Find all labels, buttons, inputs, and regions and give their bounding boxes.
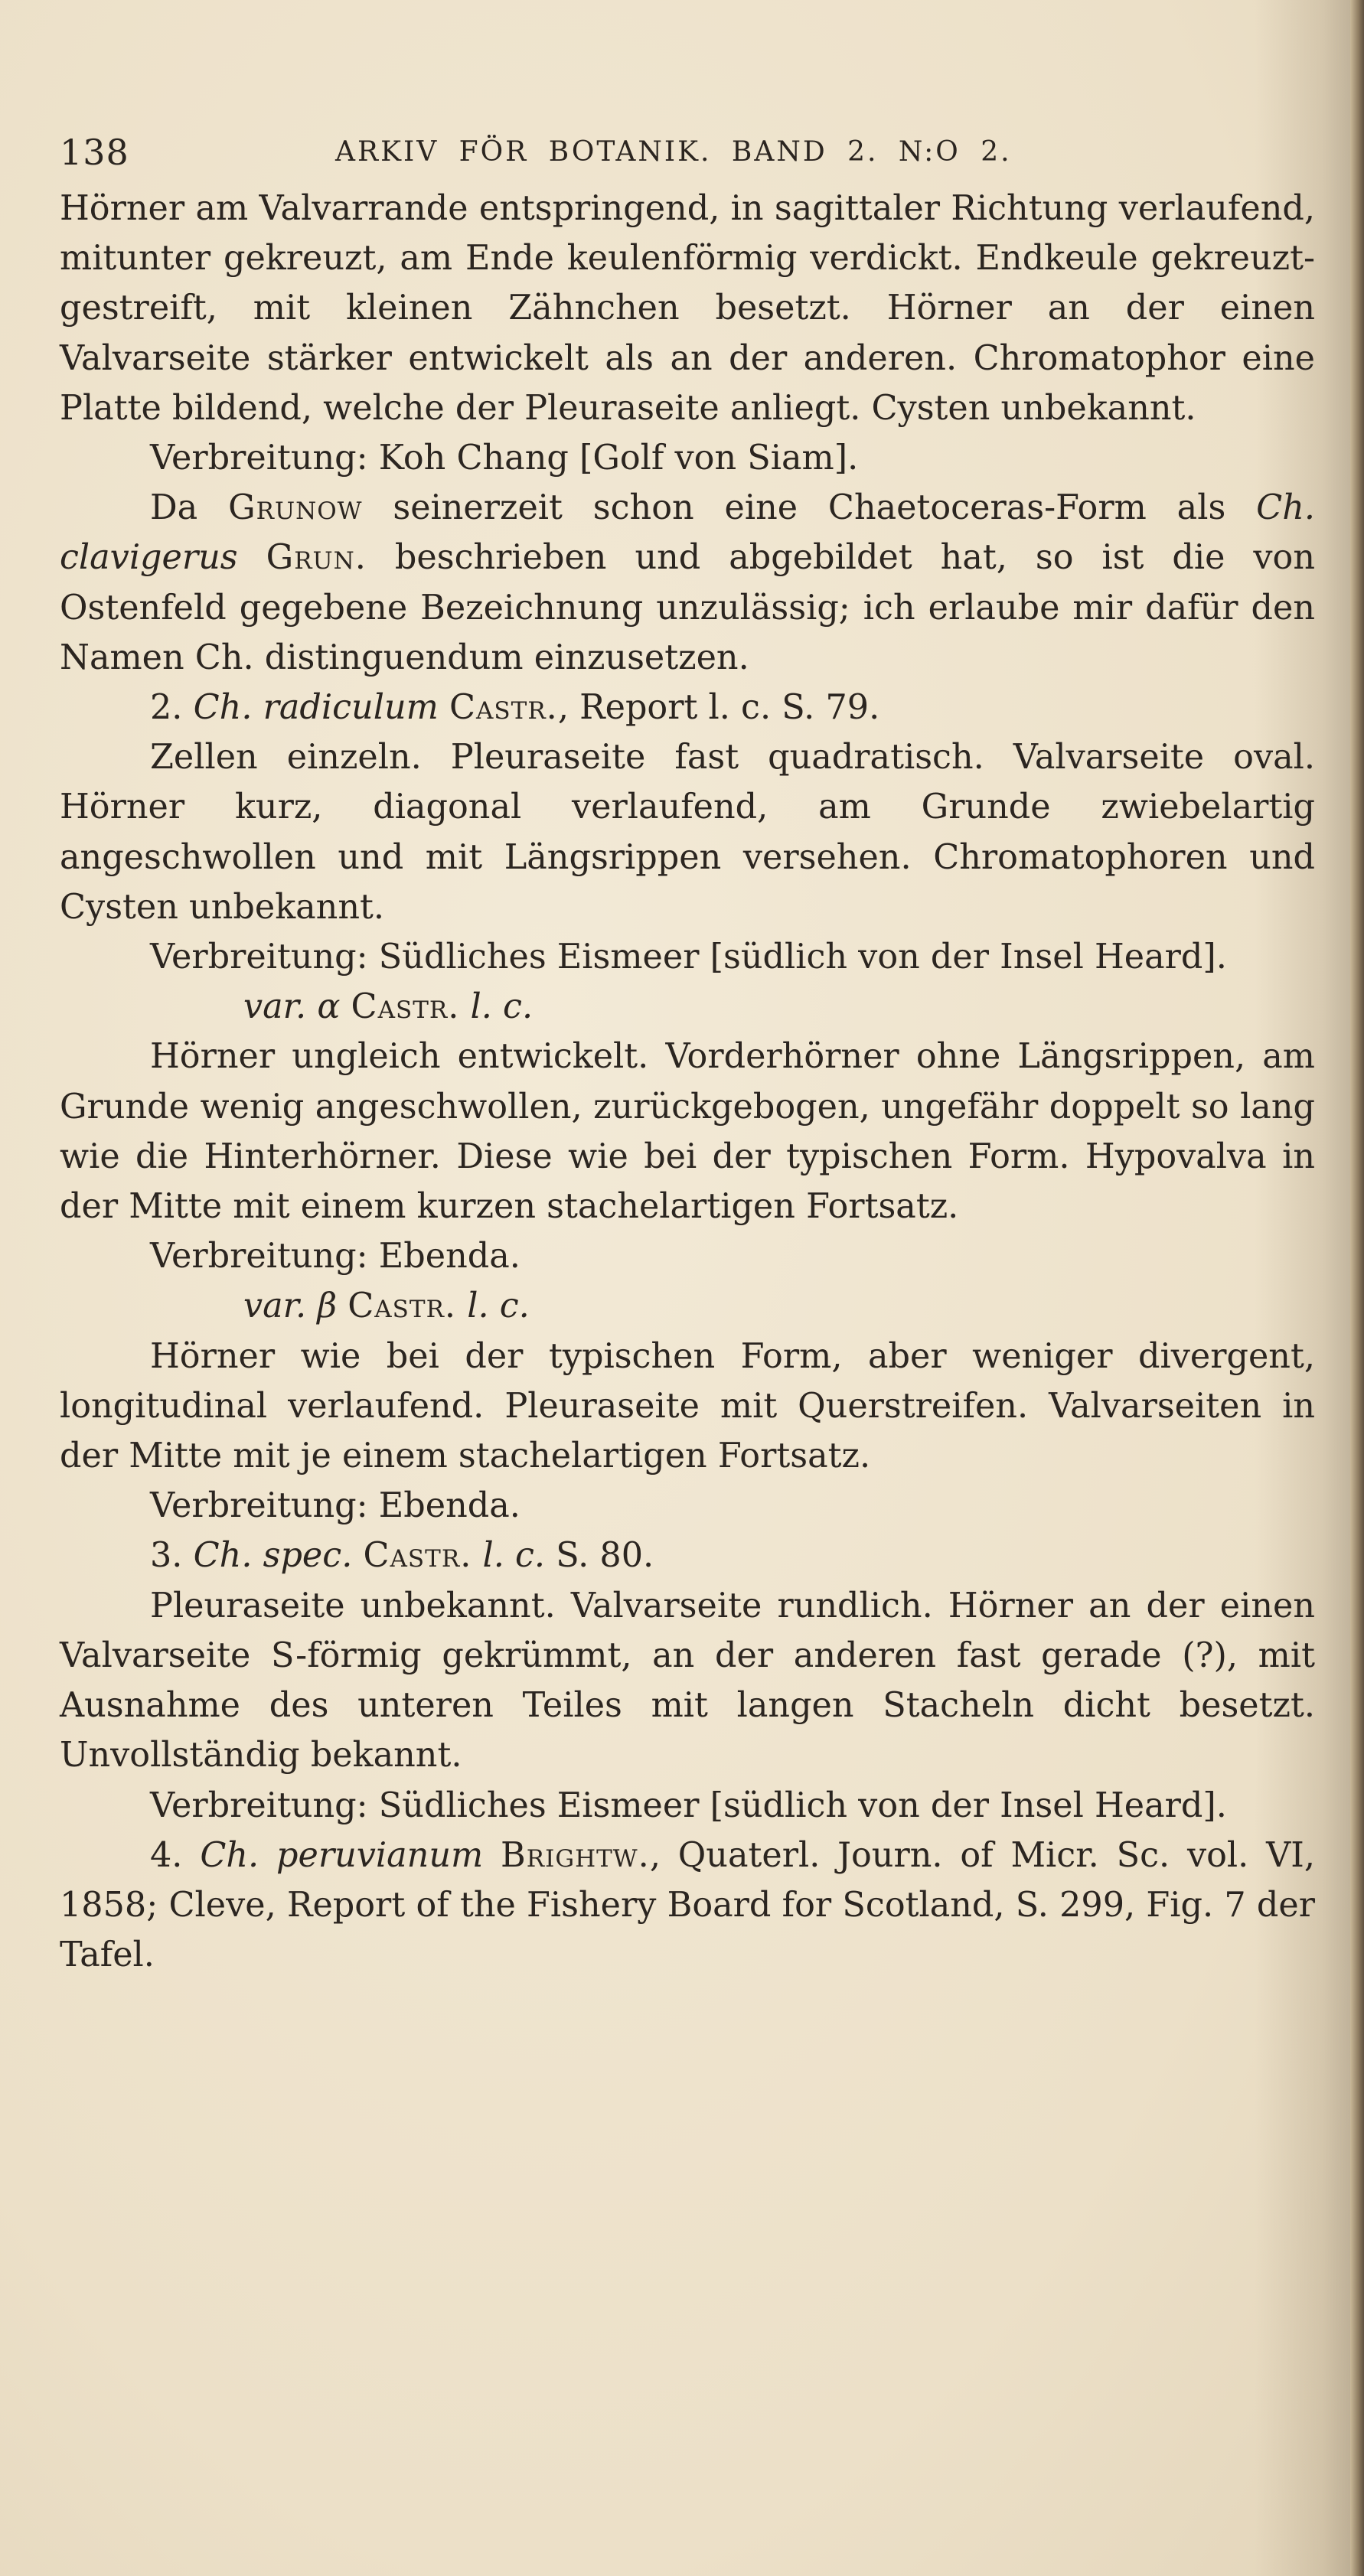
species-heading-2: 2. Ch. radiculum Castr., Report l. c. S. 79. — [150, 688, 880, 728]
author-grun: Grun. — [266, 538, 367, 578]
paragraph-distribution-4: Verbreitung: Ebenda. — [150, 1486, 520, 1526]
page-content — [60, 122, 1315, 1980]
species-ch-radiculum: Ch. radiculum — [193, 688, 439, 728]
paragraph-variety-beta: Hörner wie bei der typischen Form, aber weniger divergent, longitudinal verlaufend. Pleuraseite mit Querstreifen. Valvarseiten in der Mitte mit je einem stachelartigen Fortsatz. — [60, 1336, 1315, 1476]
variety-alpha-heading: var. α Castr. l. c. — [243, 987, 534, 1027]
author-castr: Castr. — [363, 1536, 472, 1576]
running-head: ARKIV FÖR BOTANIK. BAND 2. N:O 2. — [335, 136, 1012, 168]
species-ch-clavigerus: Ch. clavigerus — [60, 488, 1315, 578]
author-brightw: Brightw. — [501, 1835, 650, 1875]
paragraph-variety-alpha: Hörner ungleich entwickelt. Vorderhörner ohne Längsrippen, am Grunde wenig angeschwollen, zurückgebogen, ungefähr doppelt so lang wie die Hinterhörner. Diese wie bei der typischen Form. Hypovalva in der Mitte mit einem kurzen stachelartigen Fortsatz. — [60, 1037, 1315, 1227]
author-castr: Castr. — [348, 1286, 457, 1326]
paragraph-distribution-2: Verbreitung: Südliches Eismeer [südlich von der Insel Heard]. — [150, 937, 1227, 977]
variety-beta-heading: var. β Castr. l. c. — [243, 1286, 530, 1326]
author-castr: Castr. — [351, 987, 460, 1027]
paragraph-description-2: Zellen einzeln. Pleuraseite fast quadratisch. Valvarseite oval. Hörner kurz, diagonal verlaufend, am Grunde zwiebelartig angeschwollen und mit Längsrippen versehen. Chromatophoren und Cysten unbekannt. — [60, 738, 1315, 927]
author-castr: Castr. — [449, 688, 558, 728]
paragraph-distribution-3: Verbreitung: Ebenda. — [150, 1237, 520, 1277]
species-heading-4: 4. Ch. peruvianum Brightw., Quaterl. Journ. of Micr. Sc. vol. VI, 1858; Cleve, Report of the Fishery Board for Scotland, S. 299, Fig. 7 der Tafel. — [60, 1835, 1315, 1975]
page-number: 138 — [60, 132, 129, 173]
paragraph-nomenclature-note: Da Grunow seinerzeit schon eine Chaetoceras-Form als Ch. clavigerus Grun. beschrieben und abgebildet hat, so ist die von Ostenfeld gegebene Bezeichnung unzulässig; ich erlaube mir dafür den Namen Ch. distinguendum einzusetzen. — [60, 488, 1315, 677]
page-edge — [1350, 0, 1364, 2576]
paragraph-description-1: Hörner am Valvarrande entspringend, in sagittaler Richtung verlaufend, mitunter gekreuzt, am Ende keulenförmig verdickt. Endkeule gekreuzt-gestreift, mit kleinen Zähnchen besetzt. Hörner an der einen Valvarseite stärker entwickelt als an der anderen. Chromatophor eine Platte bildend, welche der Pleuraseite anliegt. Cysten unbekannt. — [60, 189, 1315, 428]
species-heading-3: 3. Ch. spec. Castr. l. c. S. 80. — [150, 1536, 654, 1576]
species-ch-spec: Ch. spec. — [193, 1536, 353, 1576]
paragraph-description-3: Pleuraseite unbekannt. Valvarseite rundlich. Hörner an der einen Valvarseite S-förmig gekrümmt, an der anderen fast gerade (?), mit Ausnahme des unteren Teiles mit langen Stacheln dicht besetzt. Unvollständig bekannt. — [60, 1586, 1315, 1775]
species-ch-peruvianum: Ch. peruvianum — [200, 1835, 484, 1875]
paragraph-distribution-5: Verbreitung: Südliches Eismeer [südlich von der Insel Heard]. — [150, 1785, 1227, 1825]
paragraph-distribution-1: Verbreitung: Koh Chang [Golf von Siam]. — [150, 439, 859, 478]
author-grunow: Grunow — [228, 488, 363, 528]
body-text — [60, 184, 1315, 1980]
page-header — [60, 122, 1315, 184]
